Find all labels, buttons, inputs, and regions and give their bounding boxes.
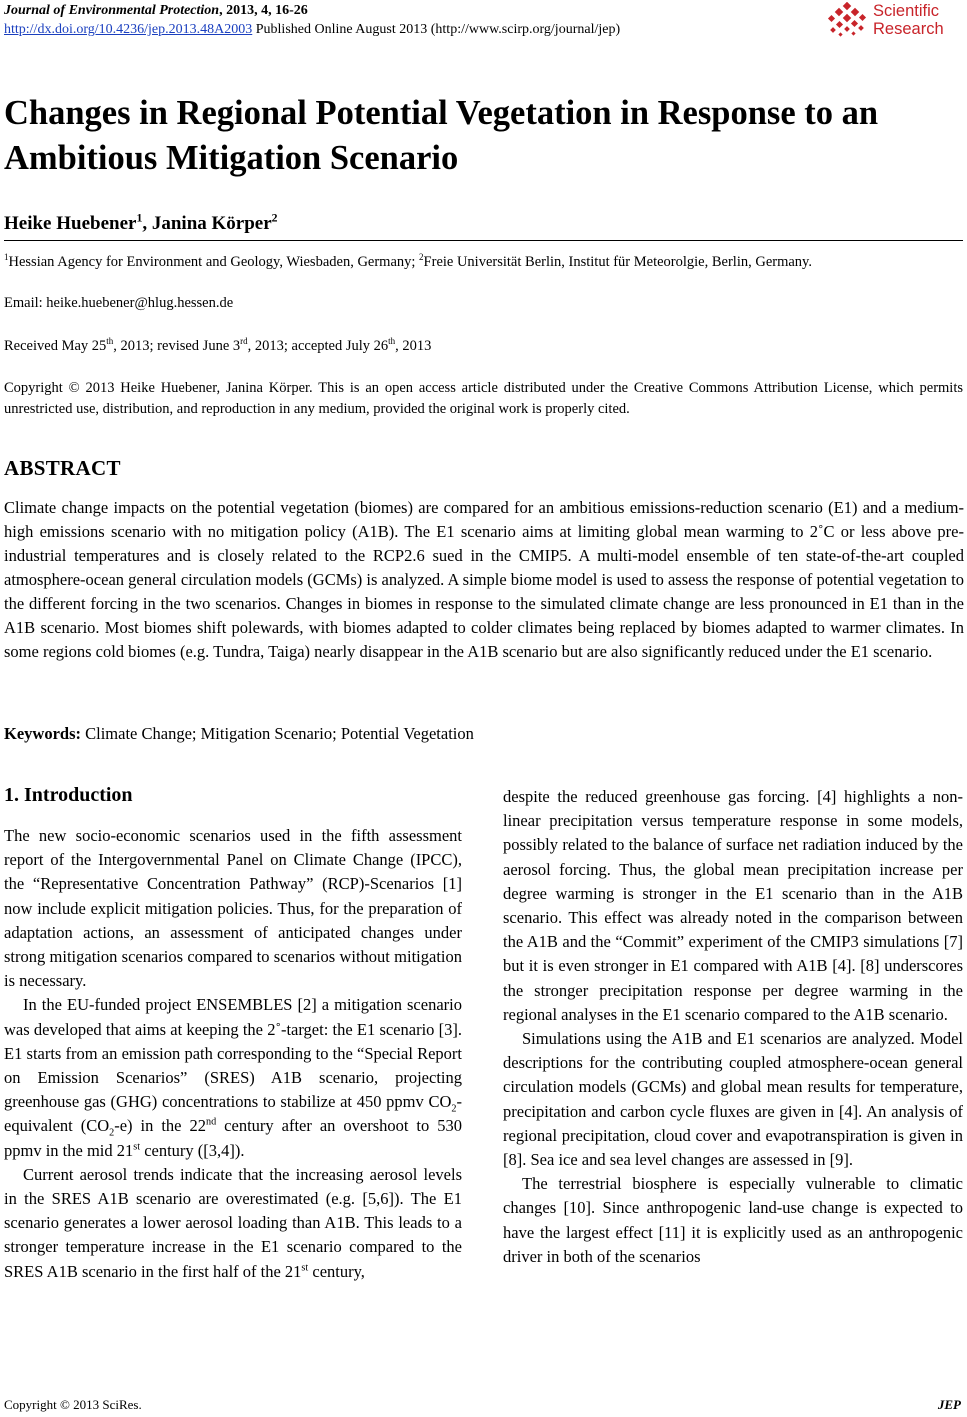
p2-sup-2: st xyxy=(133,1141,141,1153)
header-rule xyxy=(4,240,963,241)
p3-text-b: century, xyxy=(308,1261,365,1281)
accepted-part: , 2013; accepted July 26 xyxy=(247,338,389,354)
intro-paragraph-1: The new socio-economic scenarios used in the fifth assessment report of the Intergovernmental Panel on Climate Change (IPCC), the “Representative Concentration Pathway” (RCP)-Scenarios [1] now include explicit mitigation policies. Thus, for the preparation of adaptation actions, an assessment of anticipated changes under strong mitigation scenarios compared to scenarios without mitigation is necessary. xyxy=(4,826,462,991)
author-1-affil: 1 xyxy=(136,211,143,225)
logo-mark-icon xyxy=(826,2,870,42)
logo-text xyxy=(873,2,944,38)
author-2: Janina Körper xyxy=(151,213,272,234)
accepted-sup: th xyxy=(388,336,396,347)
p3-sup: st xyxy=(301,1262,309,1274)
affil-1-text: Hessian Agency for Environment and Geology, Wiesbaden, Germany; xyxy=(8,254,420,270)
footer-copyright: Copyright © 2013 SciRes. xyxy=(4,1397,142,1412)
keywords-label: Keywords: xyxy=(4,724,81,743)
published-online: Published Online August 2013 (http://www.scirp.org/journal/jep) xyxy=(252,22,621,37)
abstract-heading: ABSTRACT xyxy=(4,456,121,480)
logo-line-1: Scientific xyxy=(873,2,940,20)
intro-paragraph-5: Simulations using the A1B and E1 scenarios are analyzed. Model descriptions for the contributing coupled atmosphere-ocean general circulation models (GCMs) and global mean results for temperature, precipitation and carbon cycle fluxes are given in [4]. An analysis of regional precipitation, cloud cover and evapotranspiration is given in [8]. Sea ice and sea level changes are assessed in [9]. xyxy=(503,1029,963,1170)
p2-sub-2: 2 xyxy=(109,1127,115,1139)
author-separator: , xyxy=(142,213,152,234)
received-dates xyxy=(4,338,431,355)
keywords-text: Climate Change; Mitigation Scenario; Potential Vegetation xyxy=(81,724,474,743)
intro-paragraph-6: The terrestrial biosphere is especially vulnerable to climatic changes [10]. Since anthropogenic land-use change is expected to have the largest effect [11] it is explicitly used as an anthropogenic driver in both of the scenarios xyxy=(503,1174,963,1266)
journal-citation xyxy=(4,3,308,19)
p2-text-a: In the EU-funded project ENSEMBLES [2] a mitigation scenario was developed that aims at keeping the 2˚-target: the E1 scenario [3]. E1 starts from an emission path corresponding to the “Special Report on Emission Scenarios” (SRES) A1B scenario, projecting greenhouse gas (GHG) concentrations to stabilize at 450 ppmv CO xyxy=(4,995,462,1112)
intro-paragraph-2 xyxy=(4,993,462,1162)
publication-info xyxy=(4,22,620,38)
author-2-affil: 2 xyxy=(271,211,278,225)
journal-details: , 2013, 4, 16-26 xyxy=(219,3,308,18)
affiliations xyxy=(4,252,963,272)
p2-text-e: century ([3,4]). xyxy=(140,1140,245,1160)
p2-text-b: -equivalent (CO xyxy=(4,1092,462,1136)
abstract-text: Climate change impacts on the potential vegetation (biomes) are compared for an ambitious emissions-reduction scenario (E1) and a medium-high emissions scenario with no mitigation policy (A1B). The E1 scenario aims at limiting global mean warming to 2˚C or less above pre-industrial temperatures and is closely related to the RCP2.6 sued in the CMIP5. A multi-model ensemble of ten state-of-the-art coupled atmosphere-ocean general circulation models (GCMs) is analyzed. A simple biome model is used to assess the response of potential vegetation to the different forcing in the two scenarios. Changes in biomes in response to the simulated climate change are less pronounced in E1 than in the A1B scenario. Most biomes shift polewards, with biomes adapted to colder climates being replaced by biomes adapted to warmer climates. In some regions cold biomes (e.g. Tundra, Taiga) nearly disappear in the A1B scenario but are also significantly reduced under the E1 scenario. xyxy=(4,498,964,661)
doi-link[interactable]: http://dx.doi.org/10.4236/jep.2013.48A2003 xyxy=(4,22,253,37)
p2-sub-1: 2 xyxy=(451,1103,457,1115)
revised-part: , 2013; revised June 3 xyxy=(113,338,241,354)
p2-sup-1: nd xyxy=(205,1116,217,1128)
logo-line-2: Research xyxy=(873,20,944,38)
revised-sup: rd xyxy=(240,336,248,347)
section-heading-introduction: 1. Introduction xyxy=(4,784,133,806)
copyright-notice: Copyright © 2013 Heike Huebener, Janina Körper. This is an open access article distributed under the Creative Commons Attribution License, which permits unrestricted use, distribution, and reproduction in any medium, provided the original work is properly cited. xyxy=(4,380,963,417)
affil-1-marker: 1 xyxy=(4,252,9,263)
right-column xyxy=(503,785,963,1269)
scientific-research-logo xyxy=(826,2,961,42)
year-part: , 2013 xyxy=(395,338,432,354)
received-part: Received May 25 xyxy=(4,338,107,354)
left-column xyxy=(4,824,462,1284)
p3-text-a: Current aerosol trends indicate that the increasing aerosol levels in the SRES A1B scenario are overestimated (e.g. [5,6]). The E1 scenario generates a lower aerosol loading than A1B. This leads to a stronger temperature increase in the E1 scenario compared to the SRES A1B scenario in the first half of the 21 xyxy=(4,1164,462,1281)
p2-text-d: century after an overshoot to 530 ppmv in the mid 21 xyxy=(4,1116,462,1160)
keywords xyxy=(4,724,474,744)
paper-title: Changes in Regional Potential Vegetation in Response to an Ambitious Mitigation Scenario xyxy=(4,94,879,177)
author-list xyxy=(4,213,278,235)
intro-paragraph-3 xyxy=(4,1163,462,1284)
author-1: Heike Huebener xyxy=(4,213,137,234)
affil-2-marker: 2 xyxy=(419,252,424,263)
contact-email: Email: heike.huebener@hlug.hessen.de xyxy=(4,295,234,311)
p2-text-c: -e) in the 22 xyxy=(114,1116,206,1136)
received-sup: th xyxy=(106,336,114,347)
journal-name: Journal of Environmental Protection xyxy=(4,3,220,18)
intro-paragraph-4: despite the reduced greenhouse gas forcing. [4] highlights a non-linear precipitation versus temperature response in some models, possibly related to the balance of surface net radiation induced by the aerosol forcing. Thus, the global mean precipitation increase per degree warming is stronger in the E1 scenario than in the A1B scenario. This effect was already noted in the comparison between the A1B and the “Commit” experiment of the CMIP3 simulations [7] but it is even stronger in E1 compared with A1B [4]. [8] underscores the stronger precipitation response per degree warming in the regional analyses in the E1 scenario compared to the A1B scenario. xyxy=(503,787,963,1024)
footer-journal-abbr: JEP xyxy=(937,1397,961,1412)
affil-2-text: Freie Universität Berlin, Institut für Meteorolgie, Berlin, Germany. xyxy=(423,254,812,270)
